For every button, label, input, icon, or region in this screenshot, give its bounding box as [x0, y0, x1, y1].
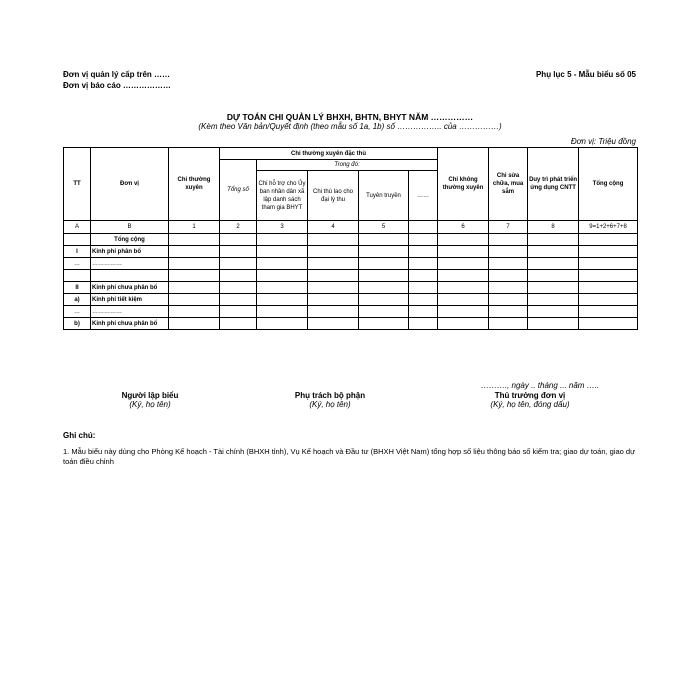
- table-row: [64, 258, 638, 270]
- value-cell: [257, 234, 308, 246]
- value-cell: [257, 246, 308, 258]
- parent-unit-label: Đơn vị quản lý cấp trên ……: [63, 70, 171, 79]
- value-cell: [489, 270, 528, 282]
- table-row: [64, 246, 638, 258]
- value-cell: [220, 282, 257, 294]
- row-tt: …: [64, 306, 91, 318]
- value-cell: [257, 306, 308, 318]
- value-cell: [438, 246, 489, 258]
- row-tt: b): [64, 318, 91, 330]
- value-cell: [359, 318, 409, 330]
- value-cell: [359, 270, 409, 282]
- value-cell: [579, 246, 638, 258]
- index-row: [64, 221, 638, 234]
- value-cell: [579, 318, 638, 330]
- value-cell: [409, 318, 438, 330]
- value-cell: [257, 270, 308, 282]
- col-header-irregular: Chi không thường xuyên: [438, 148, 489, 221]
- index-cell: 6: [438, 221, 489, 234]
- value-cell: [409, 294, 438, 306]
- value-cell: [169, 282, 220, 294]
- document-title: DỰ TOÁN CHI QUẢN LÝ BHXH, BHTN, BHYT NĂM ……………: [226, 112, 474, 122]
- value-cell: [257, 282, 308, 294]
- value-cell: [220, 246, 257, 258]
- table-row: [64, 306, 638, 318]
- index-cell: 9=1+2+6+7+8: [579, 221, 638, 234]
- value-cell: [169, 306, 220, 318]
- unit-label: Đơn vị: Triệu đồng: [570, 137, 636, 146]
- document-subtitle: (Kèm theo Văn bản/Quyết định (theo mẫu số 1a, 1b) số …………….. của ……………): [198, 122, 502, 131]
- col-header-agent-fee: Chi thù lao cho đại lý thu: [308, 171, 359, 221]
- header-left: [63, 69, 171, 91]
- col-header-subtotal: Tổng số: [220, 160, 257, 221]
- col-header-unit: Đơn vị: [91, 148, 169, 221]
- value-cell: [220, 318, 257, 330]
- value-cell: [220, 306, 257, 318]
- row-label: [91, 270, 169, 282]
- value-cell: [489, 318, 528, 330]
- row-tt: a): [64, 294, 91, 306]
- col-header-other: ……: [409, 171, 438, 221]
- signature-department-title: Phụ trách bộ phận: [294, 391, 366, 400]
- index-cell: B: [91, 221, 169, 234]
- col-header-tt: TT: [64, 148, 91, 221]
- value-cell: [220, 258, 257, 270]
- value-cell: [438, 306, 489, 318]
- table-row: [64, 294, 638, 306]
- signature-preparer-title: Người lập biểu: [121, 391, 179, 400]
- col-header-special: Chi thường xuyên đặc thù: [220, 148, 438, 160]
- value-cell: [257, 294, 308, 306]
- value-cell: [359, 234, 409, 246]
- value-cell: [489, 234, 528, 246]
- value-cell: [308, 246, 359, 258]
- value-cell: [579, 270, 638, 282]
- value-cell: [308, 258, 359, 270]
- value-cell: [489, 306, 528, 318]
- value-cell: [579, 234, 638, 246]
- budget-table: [63, 147, 638, 330]
- value-cell: [528, 258, 579, 270]
- value-cell: [308, 306, 359, 318]
- table-row: [64, 270, 638, 282]
- row-label: Kinh phí chưa phân bổ: [91, 282, 169, 294]
- value-cell: [169, 294, 220, 306]
- value-cell: [220, 234, 257, 246]
- value-cell: [220, 270, 257, 282]
- value-cell: [409, 246, 438, 258]
- value-cell: [489, 246, 528, 258]
- value-cell: [438, 270, 489, 282]
- value-cell: [169, 246, 220, 258]
- signature-head-title: Thủ trưởng đơn vị: [494, 391, 566, 400]
- value-cell: [438, 282, 489, 294]
- value-cell: [257, 318, 308, 330]
- value-cell: [169, 258, 220, 270]
- value-cell: [579, 282, 638, 294]
- value-cell: [528, 318, 579, 330]
- index-cell: 2: [220, 221, 257, 234]
- signature-preparer: [75, 391, 225, 409]
- row-label: Kinh phí phân bổ: [91, 246, 169, 258]
- signature-preparer-note: (Ký, họ tên): [129, 400, 171, 409]
- table-body: [64, 234, 638, 330]
- index-cell: 5: [359, 221, 409, 234]
- notes-title: Ghi chú:: [63, 431, 96, 440]
- value-cell: [409, 270, 438, 282]
- value-cell: [359, 258, 409, 270]
- index-cell: 3: [257, 221, 308, 234]
- row-tt: [64, 234, 91, 246]
- index-cell: 4: [308, 221, 359, 234]
- row-tt: I: [64, 246, 91, 258]
- col-header-repair: Chi sửa chữa, mua sắm: [489, 148, 528, 221]
- row-label: ……………: [91, 306, 169, 318]
- value-cell: [409, 282, 438, 294]
- value-cell: [308, 282, 359, 294]
- index-cell: 1: [169, 221, 220, 234]
- value-cell: [359, 282, 409, 294]
- value-cell: [579, 258, 638, 270]
- appendix-label: Phụ lục 5 - Mẫu biểu số 05: [535, 70, 636, 79]
- value-cell: [308, 294, 359, 306]
- value-cell: [257, 258, 308, 270]
- value-cell: [489, 282, 528, 294]
- index-cell: A: [64, 221, 91, 234]
- value-cell: [169, 270, 220, 282]
- row-tt: [64, 270, 91, 282]
- value-cell: [409, 306, 438, 318]
- col-header-propaganda: Tuyên truyền: [359, 171, 409, 221]
- col-header-it: Duy trì phát triển ứng dụng CNTT: [528, 148, 579, 221]
- signature-head-note: (Ký, họ tên, đóng dấu): [490, 400, 570, 409]
- index-cell: [409, 221, 438, 234]
- value-cell: [359, 246, 409, 258]
- row-label: Tổng cộng: [91, 234, 169, 246]
- row-label: Kinh phí tiết kiệm: [91, 294, 169, 306]
- col-header-regular: Chi thường xuyên: [169, 148, 220, 221]
- table-row: [64, 234, 638, 246]
- value-cell: [528, 234, 579, 246]
- value-cell: [528, 294, 579, 306]
- signature-head: [440, 391, 620, 409]
- value-cell: [438, 234, 489, 246]
- value-cell: [579, 306, 638, 318]
- value-cell: [308, 270, 359, 282]
- value-cell: [438, 294, 489, 306]
- value-cell: [409, 258, 438, 270]
- value-cell: [359, 306, 409, 318]
- value-cell: [308, 318, 359, 330]
- value-cell: [579, 294, 638, 306]
- notes-text: 1. Mẫu biểu này dùng cho Phòng Kế hoạch - Tài chính (BHXH tỉnh), Vụ Kế hoạch và Đầu tư (BHXH Việt Nam) tổng hợp số liệu thông báo số kiểm tra; giao dự toán, giao dự toán điều chỉnh: [63, 447, 636, 466]
- value-cell: [359, 294, 409, 306]
- value-cell: [528, 306, 579, 318]
- signature-department: [255, 391, 405, 409]
- value-cell: [489, 258, 528, 270]
- index-cell: 7: [489, 221, 528, 234]
- reporting-unit-label: Đơn vị báo cáo ………………: [63, 81, 171, 90]
- row-tt: …: [64, 258, 91, 270]
- value-cell: [169, 318, 220, 330]
- value-cell: [438, 318, 489, 330]
- col-header-total: Tổng cộng: [579, 148, 638, 221]
- signature-department-note: (Ký, họ tên): [309, 400, 351, 409]
- value-cell: [308, 234, 359, 246]
- value-cell: [438, 258, 489, 270]
- value-cell: [528, 246, 579, 258]
- date-line: ………., ngày .. tháng ... năm …..: [480, 381, 600, 390]
- col-header-commune-support: Chi hỗ trợ cho Ủy ban nhân dân xã lập danh sách tham gia BHYT: [257, 171, 308, 221]
- value-cell: [169, 234, 220, 246]
- value-cell: [409, 234, 438, 246]
- value-cell: [489, 294, 528, 306]
- value-cell: [528, 282, 579, 294]
- row-label: Kinh phí chưa phân bổ: [91, 318, 169, 330]
- value-cell: [220, 294, 257, 306]
- row-tt: II: [64, 282, 91, 294]
- index-cell: 8: [528, 221, 579, 234]
- table-row: [64, 318, 638, 330]
- value-cell: [528, 270, 579, 282]
- col-header-of-which: Trong đó:: [257, 160, 438, 171]
- table-row: [64, 282, 638, 294]
- row-label: ……………: [91, 258, 169, 270]
